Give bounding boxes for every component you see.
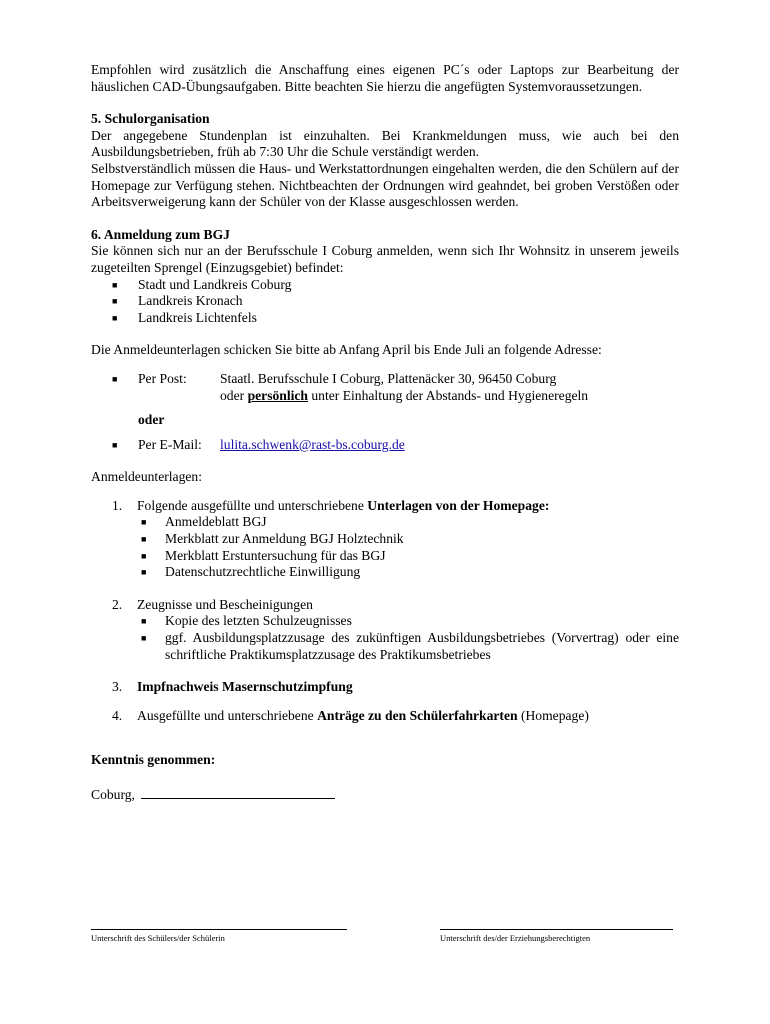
section-5-heading: 5. Schulorganisation xyxy=(91,111,210,127)
bullet-icon: ■ xyxy=(112,373,118,384)
email-label: Per E-Mail: xyxy=(138,436,202,452)
email-option xyxy=(91,437,679,454)
section-6-paragraph: Sie können sich nur an der Berufsschule I Coburg anmelden, wenn sich Ihr Wohnsitz in unserem jeweils zugeteilten Sprengel (Einzugsgebiet) befindet: xyxy=(91,243,679,275)
document-page xyxy=(91,62,679,804)
documents-item-2: 2. Zeugnisse und Bescheinigungen xyxy=(112,596,313,612)
list-item: ■ Landkreis Kronach xyxy=(112,293,243,309)
list-item: ■ Merkblatt zur Anmeldung BGJ Holztechnik xyxy=(141,531,404,547)
bullet-icon: ■ xyxy=(141,550,147,561)
section-5-paragraph-2: Selbstverständlich müssen die Haus- und Werkstattordnungen eingehalten werden, die den Schülern auf der Homepage zur Verfügung stehen. Nichtbeachten der Ordnungen wird geahndet, bei groben Verstößen oder Arbeitsverweigerung kann der Schüler von der Klasse ausgeschlossen werden. xyxy=(91,160,679,210)
bullet-icon: ■ xyxy=(112,439,118,450)
section-5-paragraph-1: Der angegebene Stundenplan ist einzuhalten. Bei Krankmeldungen muss, wie auch bei den Ausbildungsbetrieben, früh ab 7:30 Uhr die Schule verständigt werden. xyxy=(91,127,679,160)
list-item: ■ Datenschutzrechtliche Einwilligung xyxy=(141,564,361,580)
bullet-icon: ■ xyxy=(141,534,147,545)
post-option xyxy=(91,371,679,388)
bullet-icon: ■ xyxy=(141,567,147,578)
date-field[interactable] xyxy=(141,786,335,799)
region-list xyxy=(91,277,679,327)
bullet-icon: ■ xyxy=(141,517,147,528)
documents-heading: Anmeldeunterlagen: xyxy=(91,469,202,485)
intro-paragraph: Empfohlen wird zusätzlich die Anschaffung eines eigenen PC´s oder Laptops zur Bearbeitung der häuslichen CAD-Übungsaufgaben. Bitte beachten Sie hierzu die angefügten Systemvoraussetzungen. xyxy=(91,62,679,94)
list-item: ■ ggf. Ausbildungsplatzzusage des zukünftigen Ausbildungsbetriebes (Vorvertrag) oder eine schriftliche Praktikumsplatzzusage des Praktikumsbetriebes xyxy=(141,630,679,662)
email-link[interactable]: lulita.schwenk@rast-bs.coburg.de xyxy=(220,436,405,452)
bullet-icon: ■ xyxy=(112,312,118,323)
list-item: ■ Anmeldeblatt BGJ xyxy=(141,514,267,530)
post-continuation: oder persönlich unter Einhaltung der Abstands- und Hygieneregeln xyxy=(220,387,589,403)
send-instructions: Die Anmeldeunterlagen schicken Sie bitte ab Anfang April bis Ende Juli an folgende Adresse: xyxy=(91,342,602,358)
post-address: Staatl. Berufsschule I Coburg, Plattenäcker 30, 96450 Coburg xyxy=(220,370,557,386)
place-date-line: Coburg, xyxy=(91,786,679,804)
bullet-icon: ■ xyxy=(141,633,147,644)
bullet-icon: ■ xyxy=(112,296,118,307)
homepage-documents-list xyxy=(91,514,679,580)
documents-item-1: 1. Folgende ausgefüllte und unterschriebene Unterlagen von der Homepage: xyxy=(112,497,550,513)
documents-item-3: 3. Impfnachweis Masernschutzimpfung xyxy=(112,679,353,695)
student-signature-line[interactable] xyxy=(91,929,347,930)
list-item: ■ Kopie des letzten Schulzeugnisses xyxy=(141,613,352,629)
post-label: Per Post: xyxy=(138,370,187,386)
guardian-signature-caption: Unterschrift des/der Erziehungsberechtigten xyxy=(440,933,591,943)
personal-emphasis: persönlich xyxy=(247,387,308,403)
acknowledgement-heading: Kenntnis genommen: xyxy=(91,752,216,768)
bullet-icon: ■ xyxy=(141,616,147,627)
oder-text: oder xyxy=(138,412,165,428)
section-6-heading: 6. Anmeldung zum BGJ xyxy=(91,226,230,242)
student-signature-caption: Unterschrift des Schülers/der Schülerin xyxy=(91,933,225,943)
guardian-signature-line[interactable] xyxy=(440,929,673,930)
list-item: ■ Landkreis Lichtenfels xyxy=(112,309,257,325)
list-item: ■ Merkblatt Erstuntersuchung für das BGJ xyxy=(141,547,386,563)
bullet-icon: ■ xyxy=(112,279,118,290)
certificates-list xyxy=(91,613,679,663)
documents-item-4: 4. Ausgefüllte und unterschriebene Anträge zu den Schülerfahrkarten (Homepage) xyxy=(112,707,589,723)
list-item: ■ Stadt und Landkreis Coburg xyxy=(112,276,292,292)
